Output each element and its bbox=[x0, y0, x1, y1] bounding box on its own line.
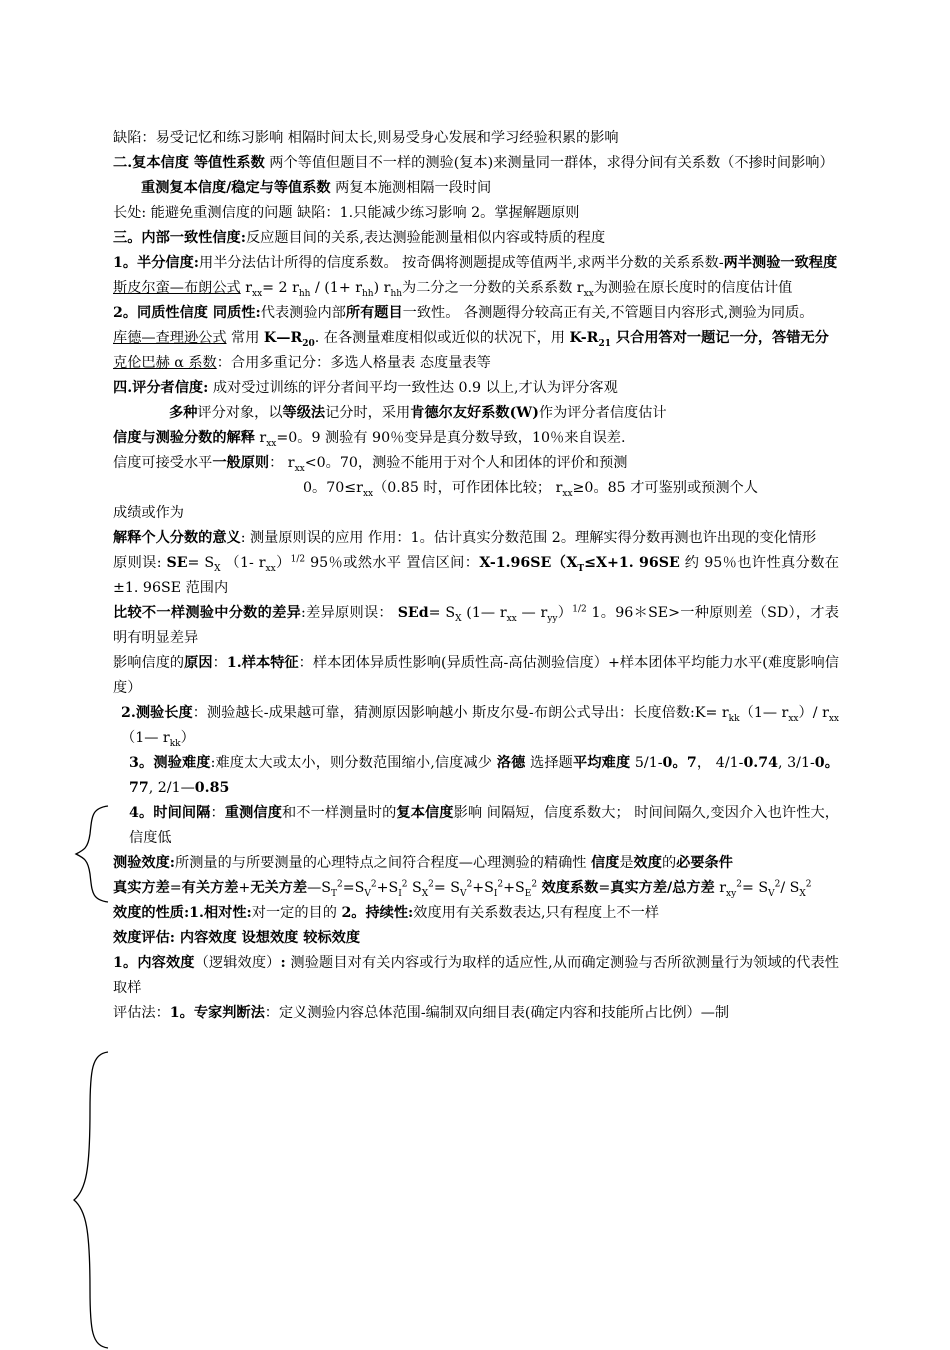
text-run: 2 bbox=[774, 879, 781, 890]
text-run: 信度可接受水平 bbox=[113, 455, 213, 471]
text-run: 成对受过训练的评分者间平均一致性达 0.9 以上,才认为评分客观 bbox=[208, 380, 618, 396]
text-run: =S bbox=[342, 880, 365, 896]
text-line-l3 bbox=[113, 176, 839, 201]
text-run: 成绩或作为 bbox=[113, 505, 184, 521]
text-line-l19 bbox=[113, 651, 839, 701]
text-run: （1— r bbox=[121, 730, 170, 746]
text-run: 0。77 bbox=[129, 755, 839, 796]
text-line-l10 bbox=[113, 351, 839, 376]
text-run: SE bbox=[166, 555, 188, 571]
text-run: 效度评估: 内容效度 设想效度 较标效度 bbox=[113, 930, 361, 946]
text-run: 测验题目对有关内容或行为取样的适应性,从而确定测验与否所欲测量行为领域的代表性取样 bbox=[113, 955, 839, 996]
text-run: = S bbox=[433, 880, 461, 896]
text-run: X bbox=[421, 888, 429, 899]
text-run: 影响信度的 bbox=[113, 655, 185, 671]
text-run: ： bbox=[210, 805, 225, 821]
text-run: 真实方差 bbox=[113, 880, 170, 896]
text-run: 2 bbox=[401, 879, 408, 890]
text-run: SEd bbox=[397, 605, 429, 621]
text-run: ：合用多重记分：多选人格量表 态度量表等 bbox=[216, 355, 491, 371]
text-run: = bbox=[169, 880, 182, 896]
text-run: +S bbox=[376, 880, 399, 896]
brace-left-lower bbox=[70, 1050, 110, 1350]
text-run: hh bbox=[390, 288, 403, 299]
text-run: V bbox=[768, 888, 775, 899]
text-run: xx bbox=[562, 488, 573, 499]
text-run: 解释个人分数的意义 bbox=[113, 530, 241, 546]
text-run: 重测复本信度/稳定与等值系数 bbox=[141, 180, 331, 196]
text-run: 四.评分者信度: bbox=[113, 380, 209, 396]
text-line-l21 bbox=[113, 751, 839, 801]
text-run: = S bbox=[187, 555, 215, 571]
text-run: 两复本施测相隔一段时间 bbox=[330, 180, 492, 196]
text-run: :差异原则误： bbox=[301, 605, 398, 621]
text-run: + bbox=[238, 880, 251, 896]
text-run: —S bbox=[307, 880, 331, 896]
text-run: ） bbox=[557, 605, 573, 621]
text-run: （1— r bbox=[739, 705, 789, 721]
text-run: xx bbox=[583, 288, 594, 299]
text-run: 3。测验难度 bbox=[129, 755, 211, 771]
text-run: kk bbox=[728, 713, 740, 724]
text-run: I bbox=[493, 888, 498, 899]
text-run: 真实方差/总方差 bbox=[610, 880, 715, 896]
text-run: = 2 r bbox=[262, 280, 299, 296]
text-line-l17 bbox=[113, 551, 839, 601]
text-run: 复本信度 bbox=[396, 805, 454, 821]
text-line-l12 bbox=[113, 401, 839, 426]
text-run: / S bbox=[780, 880, 800, 896]
text-run: T bbox=[331, 888, 338, 899]
text-run: +S bbox=[472, 880, 494, 896]
text-line-l18 bbox=[113, 601, 839, 651]
text-run: r bbox=[240, 280, 252, 296]
text-run: 选择题 bbox=[525, 755, 573, 771]
text-run: 效度用有关系数表达,只有程度上不一样 bbox=[413, 905, 659, 921]
text-line-l23 bbox=[113, 851, 839, 876]
text-run: xx bbox=[266, 438, 277, 449]
text-run: 2 bbox=[805, 879, 812, 890]
text-run: ， 4/1- bbox=[696, 755, 744, 771]
text-run: 只合用答对一题记一分，答错无分 bbox=[611, 330, 829, 346]
text-run: ：测验越长-成果越可靠，猜测原因影响越小 斯皮尔曼-布朗公式导出：长度倍数:K= r bbox=[192, 705, 729, 721]
text-run: 多种 bbox=[169, 405, 198, 421]
text-run: 一般原则 bbox=[212, 455, 270, 471]
text-run: 2 bbox=[531, 879, 538, 890]
text-run: 0。7 bbox=[662, 755, 697, 771]
text-run: xy bbox=[726, 888, 737, 899]
text-line-l14 bbox=[113, 451, 839, 476]
text-run: 库德—查理逊公式 bbox=[113, 330, 227, 346]
text-run: / (1+ r bbox=[310, 280, 363, 296]
text-run: 两个等值但题目不一样的测验(复本)来测量同一群体，求得分间有关系数（不掺时间影响） bbox=[264, 155, 834, 171]
text-run: 21 bbox=[598, 338, 611, 349]
text-run: xx bbox=[252, 288, 263, 299]
text-run: 1。半分信度: bbox=[113, 255, 200, 271]
text-run: 0。70≤r bbox=[303, 480, 363, 496]
text-run: , 3/1- bbox=[778, 755, 815, 771]
text-run: 约 95％也许性真分数在±1. 96SE 范围内 bbox=[113, 555, 840, 596]
text-run: 作为评分者信度估计 bbox=[538, 405, 667, 421]
text-run: 三。内部一致性信度: bbox=[113, 230, 246, 246]
text-run: xx bbox=[788, 713, 799, 724]
text-run: . 在各测量难度相似或近似的状况下，用 bbox=[314, 330, 570, 346]
text-run: ：定义测验内容总体范围-编制双向细目表(确定内容和技能所占比例）—制 bbox=[264, 1005, 730, 1021]
text-run: <0。70，测验不能用于对个人和团体的评价和预测 bbox=[304, 455, 628, 471]
text-run: 有关方差 bbox=[181, 880, 239, 896]
text-run: xx bbox=[265, 563, 276, 574]
text-run: , 2/1— bbox=[148, 780, 195, 796]
text-run: 缺陷：易受记忆和练习影响 相隔时间太长,则易受身心发展和学习经验积累的影响 bbox=[113, 130, 619, 146]
text-line-l9 bbox=[113, 326, 839, 351]
text-line-l26 bbox=[113, 926, 839, 951]
text-run: ）/ r bbox=[798, 705, 829, 721]
text-run: 效度的性质:1.相对性: bbox=[113, 905, 252, 921]
text-run: — r bbox=[516, 605, 548, 621]
text-run: kk bbox=[169, 738, 181, 749]
text-run: 平均难度 bbox=[573, 755, 631, 771]
text-run: X bbox=[455, 613, 462, 624]
text-run: 是 bbox=[619, 855, 634, 871]
text-run: 5/1- bbox=[630, 755, 663, 771]
text-run: 洛德 bbox=[496, 755, 526, 771]
text-run: 斯皮尔蛮—布朗公式 bbox=[113, 280, 241, 296]
text-run: 重测信度 bbox=[224, 805, 282, 821]
text-line-l6 bbox=[113, 251, 839, 276]
text-run: 的 bbox=[661, 855, 677, 871]
text-run: 影响 间隔短，信度系数大； 时间间隔久,变因介入也许性大，信度低 bbox=[129, 805, 839, 846]
text-run: T bbox=[577, 563, 585, 574]
text-run: hh bbox=[298, 288, 311, 299]
text-line-l25 bbox=[113, 901, 839, 926]
text-run: 2 bbox=[337, 879, 343, 890]
text-run: K—R bbox=[263, 330, 303, 346]
text-run: 和不一样测量时的 bbox=[282, 805, 397, 821]
text-run: : 测量原则误的应用 作用：1。估计真实分数范围 2。理解实得分数再测也许出现的变化情形 bbox=[240, 530, 817, 546]
text-run: (1— r bbox=[461, 605, 507, 621]
text-run: = S bbox=[428, 605, 456, 621]
text-run: 2 bbox=[370, 879, 377, 890]
text-run: 评分对象，以 bbox=[197, 405, 283, 421]
text-run: 2 bbox=[497, 879, 504, 890]
text-run: 克伦巴赫 α 系数 bbox=[113, 355, 217, 371]
text-run: 常用 bbox=[226, 330, 264, 346]
text-run: 等级法 bbox=[282, 405, 326, 421]
text-run: 2 bbox=[466, 879, 473, 890]
text-run: yy bbox=[547, 613, 558, 624]
text-run: 信度与测验分数的解释 bbox=[113, 430, 255, 446]
text-run: 1/2 bbox=[290, 554, 306, 565]
text-run: xx bbox=[362, 488, 374, 499]
text-run: ： r bbox=[269, 455, 295, 471]
text-line-l24 bbox=[113, 876, 839, 901]
text-run: 2 bbox=[736, 879, 742, 890]
text-run: xx bbox=[506, 613, 517, 624]
text-run: 为二分之一分数的关系系数 r bbox=[402, 280, 584, 296]
text-run: ≤X+1. 96SE bbox=[584, 555, 680, 571]
document-body bbox=[113, 126, 839, 1026]
text-run: 反应题目间的关系,表达测验能测量相似内容或特质的程度 bbox=[245, 230, 606, 246]
text-run: 20 bbox=[302, 338, 315, 349]
text-line-l11 bbox=[113, 376, 839, 401]
text-line-l15b bbox=[113, 501, 839, 526]
text-run: r bbox=[714, 880, 727, 896]
text-run: 效度系数 bbox=[541, 880, 599, 896]
text-run: （1- r bbox=[220, 555, 266, 571]
text-run: 两半测验一致程度 bbox=[723, 255, 838, 271]
text-line-l16 bbox=[113, 526, 839, 551]
text-run: 长处: 能避免重测信度的问题 缺陷：1.只能减少练习影响 2。掌握解题原则 bbox=[113, 205, 580, 221]
text-run: 0.85 bbox=[194, 780, 230, 796]
text-run: 对一定的目的 bbox=[251, 905, 342, 921]
text-run: 无关方差 bbox=[250, 880, 308, 896]
text-run: V bbox=[364, 888, 371, 899]
text-run: : bbox=[280, 955, 286, 971]
text-run: +S bbox=[503, 880, 525, 896]
text-run: hh bbox=[362, 288, 374, 299]
text-run: xx bbox=[828, 713, 840, 724]
text-run: 信度 bbox=[590, 855, 620, 871]
text-run: xx bbox=[294, 463, 305, 474]
text-run: ≥0。85 才可鉴别或预测个人 bbox=[572, 480, 758, 496]
text-run: 效度 bbox=[633, 855, 662, 871]
text-run: X bbox=[214, 563, 221, 574]
text-run: 2.测验长度 bbox=[121, 705, 193, 721]
text-run: 原则误: bbox=[113, 555, 167, 571]
text-line-l22 bbox=[113, 801, 839, 851]
text-run: X-1.96SE（X bbox=[479, 555, 578, 571]
text-run: 一致性。 各测题得分较高正有关,不管题目内容形式,测验为同质。 bbox=[402, 305, 814, 321]
text-run: 必要条件 bbox=[676, 855, 733, 871]
text-line-l28 bbox=[113, 1001, 839, 1026]
text-run: 为测验在原长度时的信度估计值 bbox=[593, 280, 793, 296]
text-run: （逻辑效度） bbox=[194, 955, 281, 971]
text-run: 用半分法估计所得的信度系数。 按奇偶将测题提成等值两半,求两半分数的关系系数- bbox=[199, 255, 724, 271]
text-run: 原因 bbox=[184, 655, 213, 671]
text-run: ） bbox=[275, 555, 291, 571]
text-run: 记分时，采用 bbox=[325, 405, 411, 421]
text-run: 0.74 bbox=[743, 755, 778, 771]
text-run: ：样本团体异质性影响(异质性高-高估测验信度）+样本团体平均能力水平(难度影响信度） bbox=[113, 655, 839, 696]
text-run: 2。同质性信度 同质性: bbox=[113, 305, 261, 321]
text-line-l8 bbox=[113, 301, 839, 326]
text-run: 所测量的与所要测量的心理特点之间符合程度—心理测验的精确性 bbox=[175, 855, 591, 871]
text-line-l4 bbox=[113, 201, 839, 226]
text-line-l5 bbox=[113, 226, 839, 251]
text-run: ） bbox=[180, 730, 195, 746]
text-run: 二.复本信度 等值性系数 bbox=[113, 155, 265, 171]
text-run: 4。时间间隔 bbox=[129, 805, 211, 821]
text-run: =0。9 测验有 90％变异是真分数导致，10％来自误差. bbox=[276, 430, 626, 446]
text-run: X bbox=[799, 888, 806, 899]
text-run: （0.85 时，可作团体比较； r bbox=[373, 480, 563, 496]
text-line-l2 bbox=[113, 151, 839, 176]
text-run: 95％或然水平 置信区间： bbox=[305, 555, 480, 571]
text-run: ) r bbox=[373, 280, 391, 296]
text-run: 测验效度: bbox=[113, 855, 175, 871]
text-run: 1.样本特征 bbox=[226, 655, 299, 671]
text-line-l27 bbox=[113, 951, 839, 1001]
text-line-l13 bbox=[113, 426, 839, 451]
text-line-l1 bbox=[113, 126, 839, 151]
text-line-l20 bbox=[113, 701, 839, 751]
text-run: 1/2 bbox=[572, 604, 587, 615]
text-run: :难度太大或太小，则分数范围缩小,信度减少 bbox=[210, 755, 497, 771]
text-run: r bbox=[254, 430, 267, 446]
text-run: K-R bbox=[569, 330, 599, 346]
text-run: = S bbox=[741, 880, 769, 896]
text-run: 所有题目 bbox=[345, 305, 403, 321]
text-run: 1。96＊SE>一种原则差（SD），才表明有明显差异 bbox=[113, 605, 839, 646]
brace-left-upper bbox=[72, 804, 112, 904]
text-run: V bbox=[460, 888, 467, 899]
text-run: 1。内容效度 bbox=[113, 955, 195, 971]
text-run: E bbox=[524, 888, 532, 899]
text-run: 2。持续性: bbox=[341, 905, 414, 921]
text-run: 2 bbox=[428, 879, 434, 890]
text-run: 比较不一样测验中分数的差异 bbox=[113, 605, 302, 621]
text-run: 评估法： bbox=[113, 1005, 170, 1021]
text-run: 代表测验内部 bbox=[260, 305, 346, 321]
text-run: = bbox=[598, 880, 611, 896]
text-run: I bbox=[398, 888, 402, 899]
text-run: 肯德尔友好系数(W) bbox=[410, 405, 539, 421]
text-line-l7 bbox=[113, 276, 839, 301]
text-run: 1。专家判断法 bbox=[169, 1005, 265, 1021]
text-run: ： bbox=[212, 655, 227, 671]
text-run: S bbox=[407, 880, 422, 896]
text-line-l15 bbox=[113, 476, 839, 501]
